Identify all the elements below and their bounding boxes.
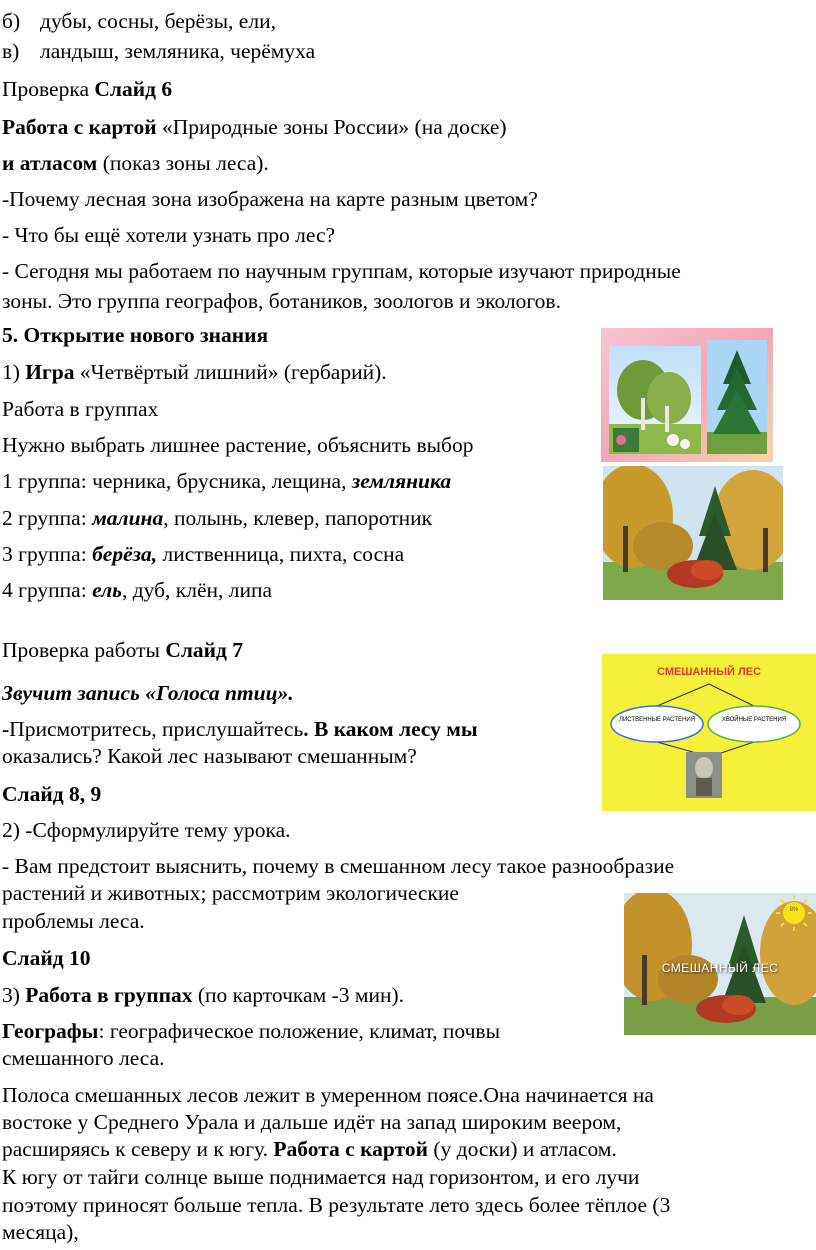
geographers-line-2: смешанного леса. [2, 1046, 165, 1070]
group-3-line: 3 группа: берёза, лиственница, пихта, сосна [2, 542, 405, 566]
question-forest-learn: - Что бы ещё хотели узнать про лес? [2, 223, 336, 247]
bird-voices-line: Звучит запись «Голоса птиц». [2, 681, 294, 705]
coniferous-plants-label: ХВОЙНЫЕ РАСТЕНИЯ [721, 717, 787, 723]
group-work-cards-line: 3) Работа в группах (по карточкам -3 мин). [2, 983, 405, 1007]
slide-6-image [601, 328, 773, 462]
fir-photo [707, 340, 767, 454]
formulate-topic-line: 2) -Сформулируйте тему урока. [2, 818, 291, 842]
geographers-line: Географы: географическое положение, климат, почвы [2, 1019, 501, 1043]
slide-7-title: СМЕШАННЫЙ ЛЕС [657, 666, 761, 678]
choose-plant-line: Нужно выбрать лишнее растение, объяснить выбор [2, 433, 474, 457]
question-forest-color: -Почему лесная зона изображена на карте разным цветом? [2, 187, 538, 211]
mixed-forest-question: оказались? Какой лес называют смешанным? [2, 744, 417, 768]
group-1-line: 1 группа: черника, брусника, лещина, земляника [2, 469, 452, 493]
birch-photo [609, 346, 701, 454]
slide-10-label: Слайд 10 [2, 946, 91, 970]
autumn-forest-photo [603, 466, 783, 600]
groups-paragraph-2: зоны. Это группа географов, ботаников, зоологов и экологов. [2, 289, 561, 313]
section-heading-5: 5. Открытие нового знания [2, 323, 269, 347]
description-line-5: поэтому приносят больше тепла. В результате лето здесь более тёплое (3 [2, 1193, 671, 1217]
slide-10-caption: СМЕШАННЫЙ ЛЕС [661, 961, 779, 975]
task-paragraph-3: проблемы леса. [2, 909, 145, 933]
list-item-v: в) ландыш, земляника, черёмуха [2, 39, 316, 63]
map-work-line: Работа с картой «Природные зоны России» (на доске) [2, 115, 507, 139]
task-paragraph-2: растений и животных; рассмотрим экологические [2, 881, 459, 905]
slide-10-image [624, 893, 816, 1035]
check-slide-6: Проверка Слайд 6 [2, 77, 173, 101]
slide-7-diagram [602, 654, 816, 811]
description-line-3: расширяясь к северу и к югу. Работа с картой (у доски) и атласом. [2, 1137, 617, 1161]
atlas-line: и атласом (показ зоны леса). [2, 151, 269, 175]
description-line-2: востоке у Среднего Урала и дальше идёт на запад широким веером, [2, 1110, 622, 1134]
groups-paragraph-1: - Сегодня мы работаем по научным группам, которые изучают природные [2, 259, 681, 283]
group-4-line: 4 группа: ель, дуб, клён, липа [2, 578, 273, 602]
look-listen-line: -Присмотритесь, прислушайтесь. В каком лесу мы [2, 717, 478, 741]
description-line-4: К югу от тайги солнце выше поднимается над горизонтом, и его лучи [2, 1165, 640, 1189]
check-slide-7: Проверка работы Слайд 7 [2, 638, 244, 662]
task-paragraph-1: - Вам предстоит выяснить, почему в смешанном лесу такое разнообразие [2, 854, 675, 878]
description-line-6: месяца), [2, 1220, 79, 1244]
description-line-1: Полоса смешанных лесов лежит в умеренном поясе.Она начинается на [2, 1083, 654, 1107]
game-line: 1) Игра «Четвёртый лишний» (гербарий). [2, 360, 387, 384]
list-item-b: б) дубы, сосны, берёзы, ели, [2, 9, 276, 33]
group-2-line: 2 группа: малина, полынь, клевер, папоротник [2, 506, 433, 530]
deciduous-plants-label: ЛИСТВЕННЫЕ РАСТЕНИЯ [619, 717, 695, 723]
group-work-label: Работа в группах [2, 397, 159, 421]
slide-8-9-label: Слайд 8, 9 [2, 782, 102, 806]
sun-label: 8% [789, 907, 799, 913]
